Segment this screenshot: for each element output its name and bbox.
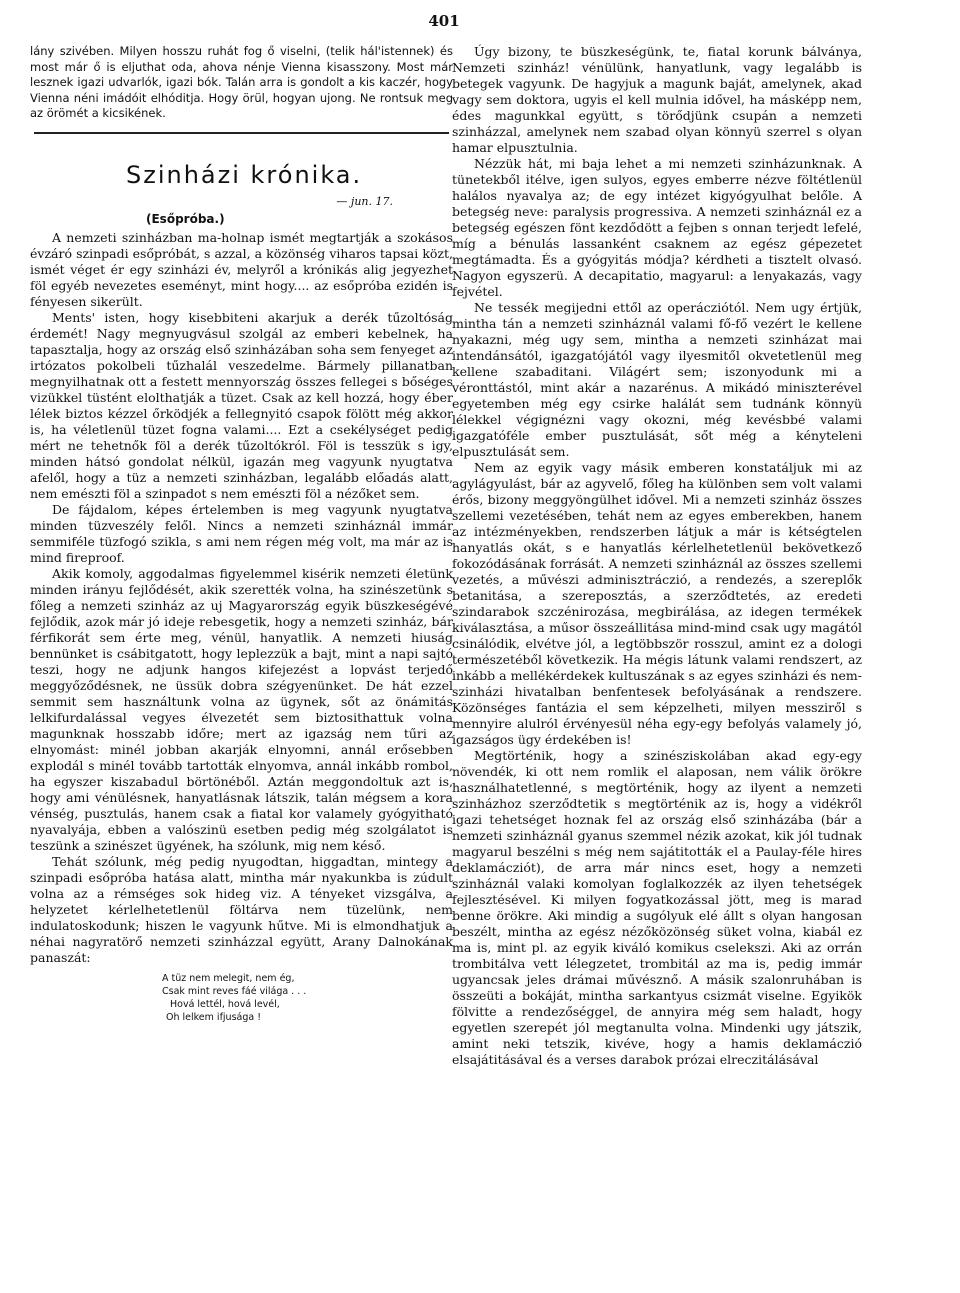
article-paragraph: Megtörténik, hogy a szinésziskolában akad egy-egy növendék, ki ott nem romlik el alaposan, nem válik örökre használhatetlenné, s megtörténik, hogy az ilyent a nemzeti szinházhoz szerződtetik s megtörténik az is, hogy a vidékről igazi tehetséget hoznak fel az ország első szinházába (bár a nemzeti szinháznál gyanus szemmel nézik azokat, kik jól tudnak magyarul beszélni s még nem sajátitották el a Paulay-féle hires deklamácziót), de arra már nincs eset, hogy a nemzeti szinháznál valaki komolyan foglalkozzék az ilyen tehetségek fejlesztésével. Ki milyen fogyatkozással jött, meg is marad benne örökre. Aki mindig a sugólyuk elé állt s olyan hangosan beszélt, mintha az egész nézőközönség süket volna, kiabál ez ma is, mint pl. az egyik kiváló komikus cselekszi. Aki az orrán trombitálva vett lélegzetet, trombitál az ma is, pedig immár ugyancsak jeles drámai művésznő. A másik szalonruhában is összeüti a bokáját, mintha sarkantyus csizmát viselne. Egyikök fölvitte a rendezőséggel, de annyira még sem haladt, hogy egyetlen szerepét jól megtanulta volna. Mindenki ugy játszik, amint neki tetszik, kivéve, hogy a hamis deklamáczió elsajátitásával és a verses darabok prózai elreczitálásával <box>452 748 862 1067</box>
right-column <box>452 44 862 1068</box>
poem-line: Oh lelkem ifjusága ! <box>166 1011 262 1023</box>
article-paragraph: Nézzük hát, mi baja lehet a mi nemzeti szinházunknak. A tünetekből itélve, igen sulyos, egyes emberre nézve föltétlenül halálos nyavalya az; de egy intézet kigyógyulhat belőle. A betegség neve: paralysis progressiva. A nemzeti szinháznál ez a betegség egészen fönt kezdődött a fejben s onnan terjedt lefelé, míg a bénulás lassanként csaknem az egész gépezetet megtámadta. És a gyógyitás módja? kérdheti a tisztelt olvasó. Nagyon egyszerü. A decapitatio, magyarul: a lenyakazás, vagy fejvétel. <box>452 156 862 299</box>
poem-line: Csak mint reves fáé világa . . . <box>162 985 307 997</box>
section-title: Szinházi krónika. <box>126 160 363 189</box>
article-paragraph: Ments' isten, hogy kisebbiteni akarjuk a derék tűzoltóság érdemét! Nagy megnyugvásul szolgál az emberi kebelnek, ha tapasztalja, hogy az ország első szinházában soha sem fenyeget az irtózatos pokolbeli tűzhalál veszedelme. Bármely pillanatban megnyilhatnak ott a festett mennyország összes fellegei s bőséges vizükkel tüstént elolthatják a tüzet. Csak az kell hozzá, hogy éber lélek biztos kézzel őrködjék a fellegnyitó csapok fölött még akkor is, ha véletlenül tüzet fogna valami.... Ezt a csekélységet pedig mért ne tehetnők föl a derék tűzoltókról. Föl is tesszük s igy, minden hátsó gondolat nélkül, igazán meg vagyunk nyugtatva afelől, hogy a tüz a nemzeti szinházban, legalább előadás alatt, nem emészti föl a szinpadot s nem emészti föl a nézőket sem. <box>30 309 453 501</box>
article-subtitle: (Esőpróba.) <box>146 211 225 226</box>
left-column <box>30 44 453 1024</box>
article-paragraph: Ne tessék megijedni ettől az operácziótól. Nem ugy értjük, mintha tán a nemzeti szinháznál valami fő-fő vezért le kellene nyakazni, még ugy sem, mintha a nemzeti szinházat mai intendánsától, igazgatójától vagy ilyesmitől okvetetlenül meg kellene szabaditani. Világért sem; iszonyodunk mi a véronttástól, mint akár a nazarénus. A mikádó miniszterével egyetemben még egy csirke halálát sem tudnánk könnyü lélekkel végignézni vagy okozni, még kevésbbé valami igazgatóféle ember pusztulását, sőt még a kényteleni elpusztulását sem. <box>452 300 862 459</box>
poem-line: A tüz nem melegit, nem ég, <box>162 972 295 984</box>
dateline: — jun. 17. <box>336 194 393 208</box>
article-paragraph: De fájdalom, képes értelemben is meg vagyunk nyugtatva minden tüzveszély felől. Nincs a nemzeti szinháznál immár semmiféle tüzfogó szikla, s ami nem régen még volt, ma már az is mind fireproof. <box>30 501 453 565</box>
intro-paragraph: lány szivében. Milyen hosszu ruhát fog ő viselni, (telik hál'istennek) és most már ő is eljuthat oda, ahova nénje Vienna kisasszony. Most már lesznek igazi udvarlók, igazi bók. Talán arra is gondolt a kis kaczér, hogy Vienna néni imádóit elhóditja. Hogy örül, hogyan ujong. Ne rontsuk meg az örömét a kicsikének. <box>30 44 453 121</box>
article-paragraph: Tehát szólunk, még pedig nyugodtan, higgadtan, mintegy a szinpadi esőpróba hatása alatt, mintha már nyakunkba is zúdult volna az a rémséges sok hideg viz. A tényeket vizsgálva, a helyzetet kérlelhetetlenül föltárva nem tüzelünk, nem indulatoskodunk; hiszen le vagyunk hűtve. Mi is elmondhatjuk a néhai nagyratörő nemzeti szinházzal együtt, Arany Dalnokának panaszát: <box>30 853 453 965</box>
article-paragraph: Akik komoly, aggodalmas figyelemmel kisérik nemzeti életünk minden irányu fejlődését, akik szerették volna, ha szinészetünk s főleg a nemzeti szinház az uj Magyarország egyik büszkeségévé fejlődik, azok már jó ideje rebesgetik, hogy a nemzeti szinház, bár férfikorát sem érte meg, vénül, hanyatlik. A nemzeti hiuság bennünket is csábitgatott, hogy leplezzük a bajt, mint a napi sajtó teszi, hogy ne adjunk hangos kifejezést a lopvást terjedő meggyőződésnek, ne üssük dobra szégyenünket. De hát ezzel semmit sem használtunk volna az ügynek, sőt az önámitás lelkifurdalással vegyes élvezetét sem biztosithattuk volna magunknak hosszabb időre; mert az igazság nem tűri az elnyomást: minél jobban akarják elnyomni, annál erősebben explodál s minél tovább tartották elnyomva, annál inkább rombol, ha egyszer kiszabadul börtönéből. Aztán meggondoltuk azt is, hogy ami vénülésnek, hanyatlásnak látszik, talán mégsem a kora vénség, pusztulás, hanem csak a fiatal kor valamely gyógyitható nyavalyája, ebben a valószinü esetben pedig még szolgálatot is teszünk a szinészet ügyének, ha szólunk, mig nem késő. <box>30 565 453 853</box>
article-paragraph: Úgy bizony, te büszkeségünk, te, fiatal korunk bálványa, Nemzeti szinház! vénülünk, hanyatlunk, vagy legalább is betegek vagyunk. De hagyjuk a magunk baját, amelynek, akad vagy sem doktora, ugyis el kell mulnia idővel, ha másképp nem, édes magunkkal együtt, s törődjünk csupán a nemzeti szinházzal, amelynek nem szabad olyan könnyü szerrel s olyan hamar elpusztulnia. <box>452 44 862 155</box>
article-paragraph: Nem az egyik vagy másik emberen konstatáljuk mi az agylágyulást, bár az agyvelő, főleg ha különben sem volt valami érős, bizony meggyöngülhet idővel. Mi a nemzeti szinház összes szellemi vezetésében, tehát nem az egyes emberekben, hanem az intézményekben, rendszerben látjuk a már is kétségtelen hanyatlás okát, s e hanyatlás kérlelhetetlenül bekövetkező fokozódásának forrását. A nemzeti szinháznál az összes szellemi vezetés, a művészi adminisztráczió, a rendezés, a szereplők betanitása, a szereposztás, a szerződtetés, az eredeti szindarabok szczénirozása, megbirálása, az idegen termékek kiválasztása, a műsor összeállitása mind-mind csak ugy magától csinálódik, elvétve jól, a legtöbbször rosszul, amint ez a dologi természetéből következik. Ha mégis látunk valami rendszert, az inkább a mellékérdekek kultuszának s az egyes szinházi és nem-szinházi hivatalban benfentesek befolyásának a rendszere. Közönséges fantázia el sem képzelheti, milyen messziről s mennyire alulról érvényesül néha egy-egy befolyás valamely jó, igazságos ügy érdekében is! <box>452 460 862 747</box>
article-paragraph: A nemzeti szinházban ma-holnap ismét megtartják a szokásos évzáró szinpadi esőpróbát, s azzal, a közönség viharos tapsai közt, ismét véget ér egy szinházi év, melyről a krónikás alig jegyezhet föl egyéb nevezetes eseményt, mint hogy.... az esőpróba ezidén is fényesen sikerült. <box>30 229 453 309</box>
poem-line: Hová lettél, hová levél, <box>170 998 280 1010</box>
intro-text <box>30 44 453 122</box>
page-number: 401 <box>428 12 460 30</box>
section-divider <box>34 132 449 135</box>
poem-quote <box>162 972 453 1024</box>
